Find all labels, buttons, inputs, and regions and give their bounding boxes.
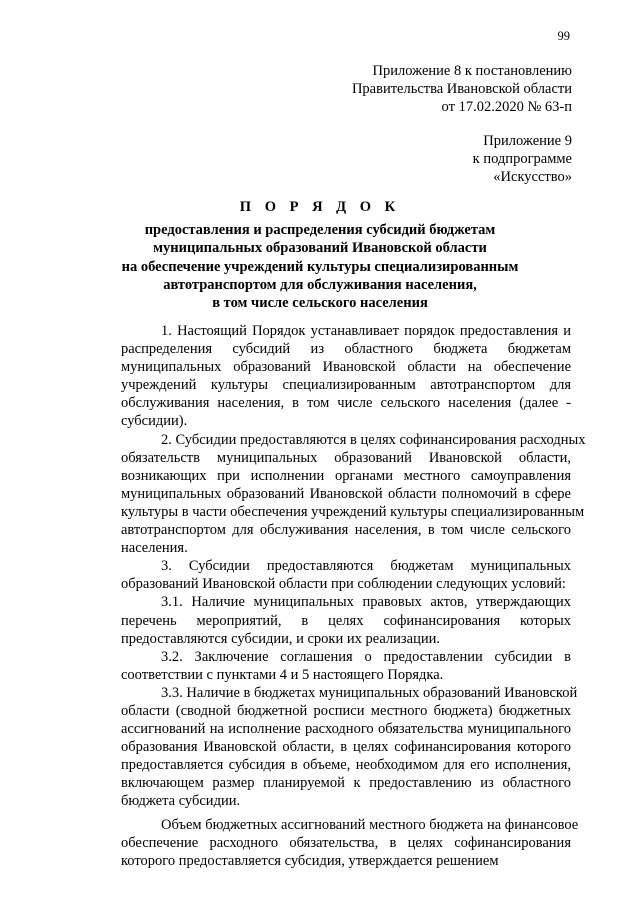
paragraph-line: включающем размер планируемой к предоставлению из областного xyxy=(121,775,571,792)
paragraph xyxy=(81,816,579,870)
document-subtitle xyxy=(70,221,570,312)
attachment-sub-header xyxy=(473,132,572,186)
paragraph-line: бюджета субсидии. xyxy=(121,793,241,810)
paragraph xyxy=(81,322,571,431)
document-body xyxy=(81,322,586,870)
attachment-header-line: от 17.02.2020 № 63-п xyxy=(441,99,572,115)
paragraph xyxy=(81,431,586,558)
attachment-sub-line: «Искусство» xyxy=(493,169,572,185)
subtitle-line: автотранспортом для обслуживания населения, xyxy=(163,276,477,293)
paragraph-line: образований Ивановской области при соблюдении следующих условий: xyxy=(121,576,566,593)
document-title: П О Р Я Д О К xyxy=(239,199,401,215)
paragraph-line: возникающих при исполнении органами местного самоуправления xyxy=(121,467,571,484)
paragraph-line: обеспечение расходного обязательства, в целях софинансирования xyxy=(121,834,571,851)
paragraph xyxy=(81,648,571,684)
paragraph-line: которого предоставляется субсидия, утверждается решением xyxy=(121,852,499,869)
attachment-sub-line: к подпрограмме xyxy=(472,151,572,167)
paragraph-line: образования Ивановской области, в целях софинансирования которого xyxy=(121,739,571,756)
paragraph-line: обслуживания населения, в том числе сельского населения (далее - xyxy=(121,395,571,412)
paragraph-line: Объем бюджетных ассигнований местного бюджета на финансовое xyxy=(161,816,579,833)
paragraph-line: области (сводной бюджетной росписи местного бюджета) бюджетных xyxy=(121,702,571,719)
attachment-header-line: Приложение 8 к постановлению xyxy=(372,63,572,79)
paragraph-line: автотранспортом для обслуживания населения, в том числе сельского xyxy=(121,522,571,539)
attachment-header xyxy=(352,62,572,116)
paragraph xyxy=(81,593,571,647)
attachment-sub-line: Приложение 9 xyxy=(483,133,572,149)
paragraph-line: 3. Субсидии предоставляются бюджетам муниципальных xyxy=(161,558,571,575)
paragraph-line: обязательств муниципальных образований Ивановской области, xyxy=(121,449,571,466)
paragraph-line: ассигнований на исполнение расходного обязательства муниципального xyxy=(121,721,571,738)
paragraph-line: учреждений культуры специализированным автотранспортом для xyxy=(121,377,571,394)
attachment-header-line: Правительства Ивановской области xyxy=(351,81,572,97)
subtitle-line: муниципальных образований Ивановской области xyxy=(153,240,487,257)
paragraph-line: перечень мероприятий, в целях софинансирования которых xyxy=(121,612,571,629)
page-number: 99 xyxy=(557,29,570,43)
paragraph-line: распределения субсидий из областного бюджета бюджетам xyxy=(121,341,571,358)
paragraph-line: предоставляются субсидии, и сроки их реализации. xyxy=(121,630,440,647)
paragraph-line: 1. Настоящий Порядок устанавливает порядок предоставления и xyxy=(161,323,571,339)
paragraph xyxy=(81,684,578,811)
paragraph-line: населения. xyxy=(121,540,188,557)
subtitle-line: предоставления и распределения субсидий бюджетам xyxy=(144,222,496,238)
subtitle-line: на обеспечение учреждений культуры специализированным xyxy=(121,258,519,275)
paragraph-line: 3.3. Наличие в бюджетах муниципальных образований Ивановской xyxy=(161,684,578,701)
subtitle-line: в том числе сельского населения xyxy=(212,295,428,312)
paragraph-line: культуры в части обеспечения учреждений культуры специализированным xyxy=(121,503,585,520)
paragraph-line: предоставляется субсидия в объеме, необходимом для его исполнения, xyxy=(121,757,571,774)
paragraph-line: соответствии с пунктами 4 и 5 настоящего Порядка. xyxy=(121,666,444,683)
paragraph xyxy=(81,557,571,593)
paragraph-line: 3.1. Наличие муниципальных правовых актов, утверждающих xyxy=(161,594,571,611)
paragraph-line: муниципальных образований Ивановской области полномочий в сфере xyxy=(121,485,571,502)
paragraph-line: муниципальных образований Ивановской области на обеспечение xyxy=(121,359,571,376)
paragraph-line: 3.2. Заключение соглашения о предоставлении субсидии в xyxy=(161,648,571,665)
paragraph-line: субсидии). xyxy=(121,413,188,430)
paragraph-line: 2. Субсидии предоставляются в целях софинансирования расходных xyxy=(161,431,586,448)
